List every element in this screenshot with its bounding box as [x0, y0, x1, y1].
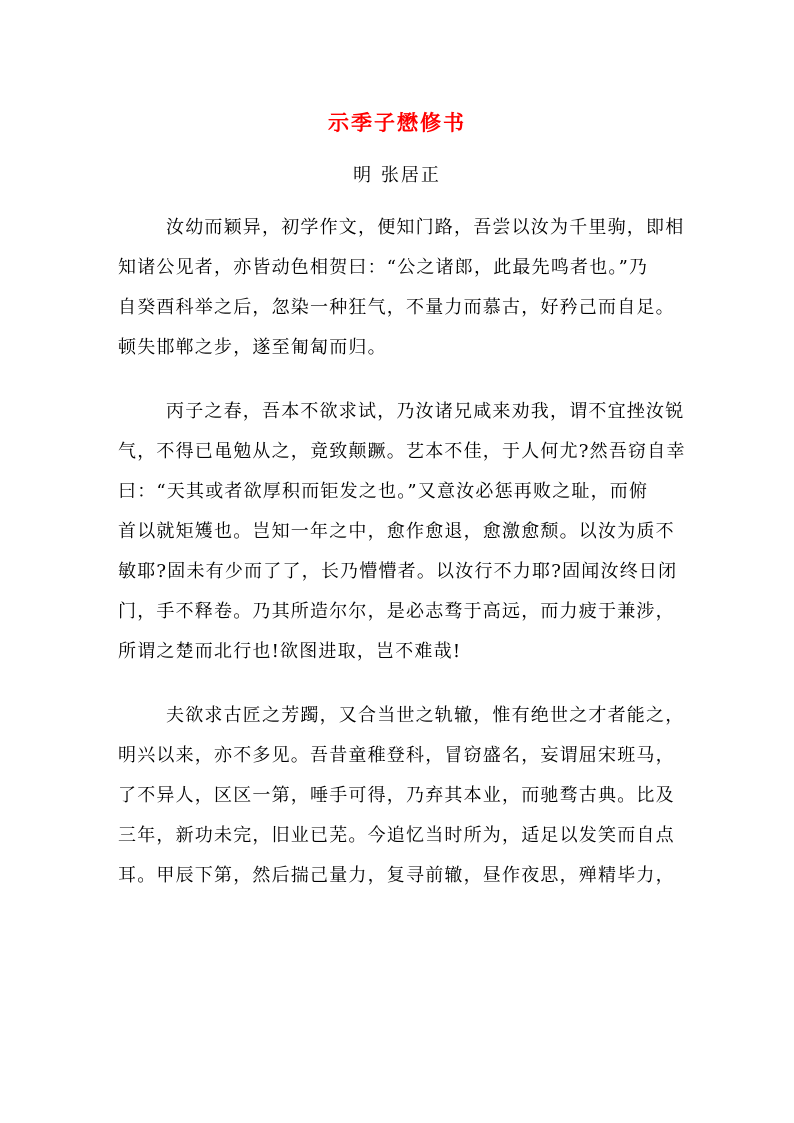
text-line: 敏耶?固未有少而了了，长乃懵懵者。以汝行不力耶?固闻汝终日闭: [118, 561, 678, 582]
text-line: 知诸公见者，亦皆动色相贺曰：“公之诸郎，此最先鸣者也。”乃: [118, 257, 649, 278]
text-line: 夫欲求古匠之芳躅，又合当世之轨辙，惟有绝世之才者能之，: [166, 705, 685, 726]
text-line: 首以就矩矱也。岂知一年之中，愈作愈退，愈激愈颓。以汝为质不: [118, 521, 675, 542]
text-line: 三年，新功未完，旧业已芜。今追忆当时所为，适足以发笑而自点: [118, 825, 675, 846]
document-author: 明 张居正: [353, 165, 441, 186]
document-title: 示季子懋修书: [328, 110, 466, 135]
text-line: 汝幼而颖异，初学作文，便知门路，吾尝以汝为千里驹，即相: [166, 217, 685, 238]
text-line: 所谓之楚而北行也!欲图进取，岂不难哉!: [118, 641, 462, 662]
text-line: 自癸酉科举之后，忽染一种狂气，不量力而慕古，好矜己而自足。: [118, 297, 675, 318]
text-line: 丙子之春，吾本不欲求试，乃汝诸兄咸来劝我，谓不宜挫汝锐: [166, 401, 685, 422]
text-line: 顿失邯郸之步，遂至匍匐而归。: [118, 337, 387, 358]
text-line: 曰：“天其或者欲厚积而钜发之也。”又意汝必惩再败之耻，而俯: [118, 481, 649, 502]
text-line: 耳。甲辰下第，然后揣己量力，复寻前辙，昼作夜思，殚精毕力，: [118, 865, 675, 886]
text-line: 气，不得已黾勉从之，竟致颠蹶。艺本不佳，于人何尤?然吾窃自幸: [118, 441, 686, 462]
paragraph-3: [118, 696, 685, 896]
text-line: 明兴以来，亦不多见。吾昔童稚登科，冒窃盛名，妄谓屈宋班马，: [118, 745, 675, 766]
document-body: [118, 208, 686, 920]
paragraph-1: [118, 208, 685, 368]
paragraph-2: [118, 392, 686, 672]
text-line: 了不异人，区区一第，唾手可得，乃弃其本业，而驰骛古典。比及: [118, 785, 675, 806]
text-line: 门，手不释卷。乃其所造尔尔，是必志骛于高远，而力疲于兼涉，: [118, 601, 675, 622]
